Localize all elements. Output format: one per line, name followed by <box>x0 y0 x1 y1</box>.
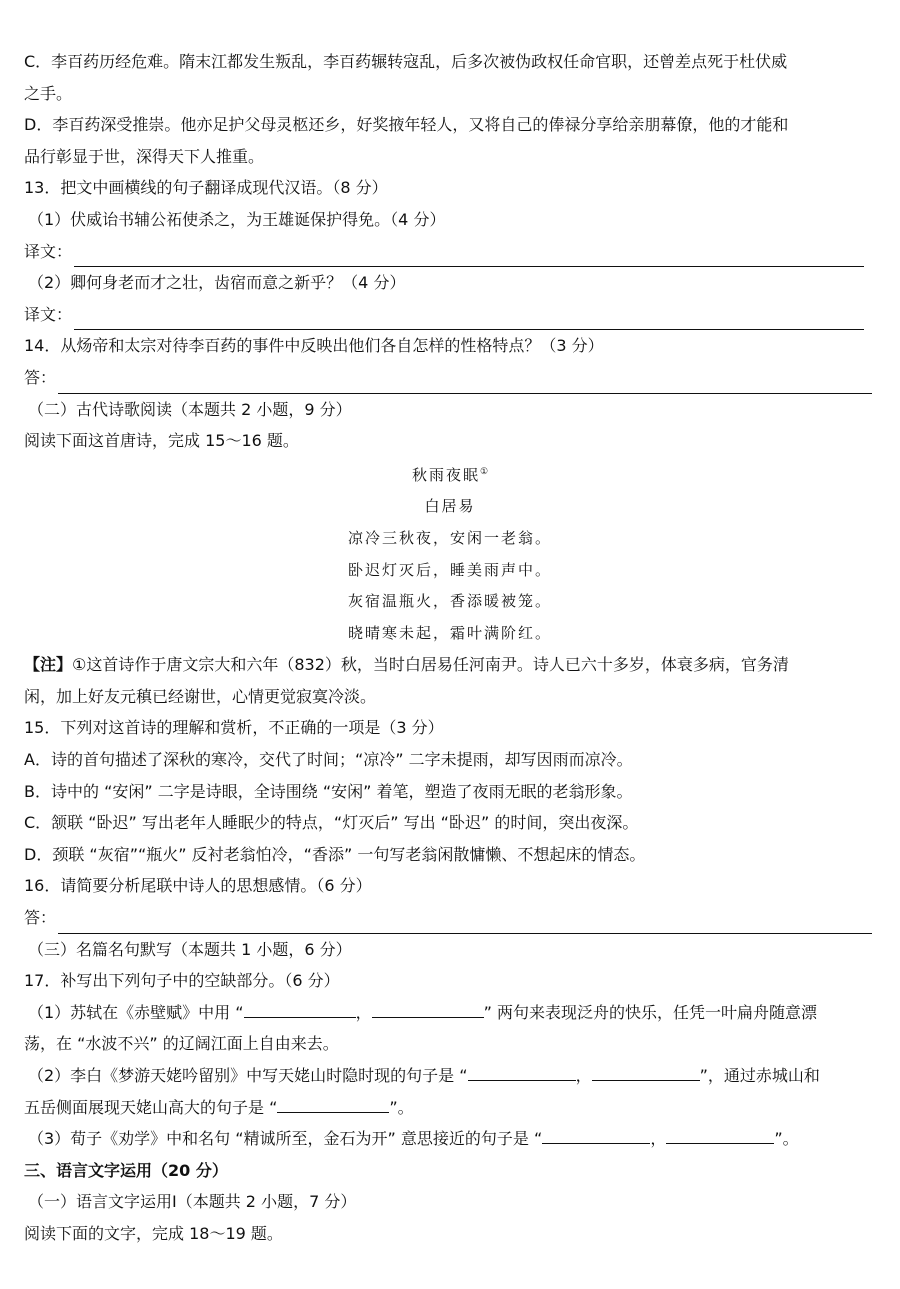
poem-title-text: 秋雨夜眠 <box>411 465 480 484</box>
q17-item2-text: ”。 <box>389 1097 414 1117</box>
fill-blank[interactable] <box>592 1062 700 1081</box>
answer-rule[interactable] <box>58 911 872 934</box>
q14-answer[interactable] <box>24 362 876 394</box>
part3-sub-heading: （一）语言文字运用Ⅰ（本题共 2 小题，7 分） <box>28 1192 357 1212</box>
q17-stem: 17．补写出下列句子中的空缺部分。（6 分） <box>24 971 340 991</box>
q17-item1-text: ” 两句来表现泛舟的快乐，任凭一叶扁舟随意漂 <box>483 1002 817 1022</box>
q17-item3 <box>24 1123 876 1155</box>
fill-blank[interactable] <box>468 1062 576 1081</box>
section2-heading: （二）古代诗歌阅读（本题共 2 小题，9 分） <box>28 399 352 419</box>
fill-blank[interactable] <box>666 1125 774 1144</box>
poem-line: 卧迟灯灭后，睡美雨声中。 <box>347 560 552 579</box>
poem-line: 凉冷三秋夜，安闲一老翁。 <box>347 528 552 547</box>
q13-sub2-answer[interactable] <box>24 299 876 331</box>
q17-item1-line1 <box>24 997 876 1029</box>
poem-line: 晓晴寒未起，霜叶满阶红。 <box>347 623 552 642</box>
q15-option-b: B．诗中的 “安闲” 二字是诗眼，全诗围绕 “安闲” 着笔，塑造了夜雨无眠的老翁形象。 <box>24 781 633 801</box>
answer-rule[interactable] <box>58 371 872 394</box>
q14-stem: 14．从炀帝和太宗对待李百药的事件中反映出他们各自怎样的性格特点？（3 分） <box>24 336 604 356</box>
answer-label: 答： <box>24 908 57 928</box>
section2-intro: 阅读下面这首唐诗，完成 15～16 题。 <box>24 431 299 451</box>
q16-stem: 16．请简要分析尾联中诗人的思想感情。（6 分） <box>24 876 372 896</box>
poem-line: 灰宿温瓶火，香添暖被笼。 <box>347 592 552 611</box>
q12-option-d-line2: 品行彰显于世，深得天下人推重。 <box>24 146 265 166</box>
q17-item3-text: （3）荀子《劝学》中和名句 “精诚所至，金石为开” 意思接近的句子是 “ <box>28 1129 543 1149</box>
q13-stem: 13．把文中画横线的句子翻译成现代汉语。（8 分） <box>24 178 388 198</box>
poem-title <box>24 457 876 492</box>
q17-comma: ， <box>650 1129 667 1149</box>
q17-item1-text: （1）苏轼在《赤壁赋》中用 “ <box>28 1002 244 1022</box>
q17-item2-text: （2）李白《梦游天姥吟留别》中写天姥山时隐时现的句子是 “ <box>28 1066 468 1085</box>
q13-sub2: （2）卿何身老而才之壮，齿宿而意之新乎？（4 分） <box>28 273 406 293</box>
q12-option-c-line1: C．李百药历经危难。隋末江都发生叛乱，李百药辗转寇乱，后多次被伪政权任命官职，还曾差点死于杜伏威 <box>24 52 788 71</box>
fill-blank[interactable] <box>372 999 484 1018</box>
q17-item2-text: ”，通过赤城山和 <box>699 1066 820 1085</box>
fill-blank[interactable] <box>244 999 356 1018</box>
translate-label: 译文： <box>24 241 73 261</box>
q17-item2-line1 <box>24 1060 876 1092</box>
q15-option-a: A．诗的首句描述了深秋的寒冷，交代了时间；“凉冷” 二字未提雨，却写因雨而凉冷。 <box>24 750 633 770</box>
answer-rule[interactable] <box>74 307 864 330</box>
answer-rule[interactable] <box>74 244 864 267</box>
fill-blank[interactable] <box>542 1125 650 1144</box>
q12-option-d-line1: D．李百药深受推崇。他亦足护父母灵柩还乡，好奖掖年轻人，又将自己的俸禄分享给亲朋幕僚，他的才能和 <box>24 115 789 135</box>
note-line2: 闲，加上好友元稹已经谢世，心情更觉寂寞冷淡。 <box>24 686 377 706</box>
q17-item2-line2 <box>24 1092 876 1124</box>
exam-page <box>24 46 876 1250</box>
answer-label: 答： <box>24 367 57 387</box>
part3-intro: 阅读下面的文字，完成 18～19 题。 <box>24 1223 283 1243</box>
note-line1 <box>24 649 876 681</box>
q15-option-d: D．颈联 “灰宿”“瓶火” 反衬老翁怕冷，“香添” 一句写老翁闲散慵懒、不想起床的情态。 <box>24 844 646 864</box>
q13-sub1-answer[interactable] <box>24 236 876 268</box>
note-text: ①这首诗作于唐文宗大和六年（832）秋，当时白居易任河南尹。诗人已六十多岁，体衰多病，官务清 <box>72 655 789 675</box>
q17-item1-line2: 荡，在 “水波不兴” 的辽阔江面上自由来去。 <box>24 1034 339 1054</box>
footnote-mark: ① <box>479 466 489 477</box>
q17-comma: ， <box>575 1066 592 1085</box>
q17-comma: ， <box>355 1002 372 1022</box>
fill-blank[interactable] <box>277 1094 389 1113</box>
section3-heading: （三）名篇名句默写（本题共 1 小题，6 分） <box>28 939 352 959</box>
q16-answer[interactable] <box>24 902 876 934</box>
q12-option-c-line2: 之手。 <box>24 83 73 103</box>
q15-option-c: C．颔联 “卧迟” 写出老年人睡眠少的特点，“灯灭后” 写出 “卧迟” 的时间，突出夜深。 <box>24 813 639 833</box>
translate-label: 译文： <box>24 304 73 324</box>
q13-sub1: （1）伏威诒书辅公祏使杀之，为王雄诞保护得免。（4 分） <box>28 209 446 229</box>
part3-heading: 三、语言文字运用（20 分） <box>24 1160 228 1180</box>
note-label: 【注】 <box>24 655 73 675</box>
q15-stem: 15．下列对这首诗的理解和赏析，不正确的一项是（3 分） <box>24 718 444 738</box>
q17-item2-text: 五岳侧面展现天姥山高大的句子是 “ <box>24 1097 278 1117</box>
q17-item3-text: ”。 <box>774 1129 799 1149</box>
poem-author: 白居易 <box>424 497 476 516</box>
